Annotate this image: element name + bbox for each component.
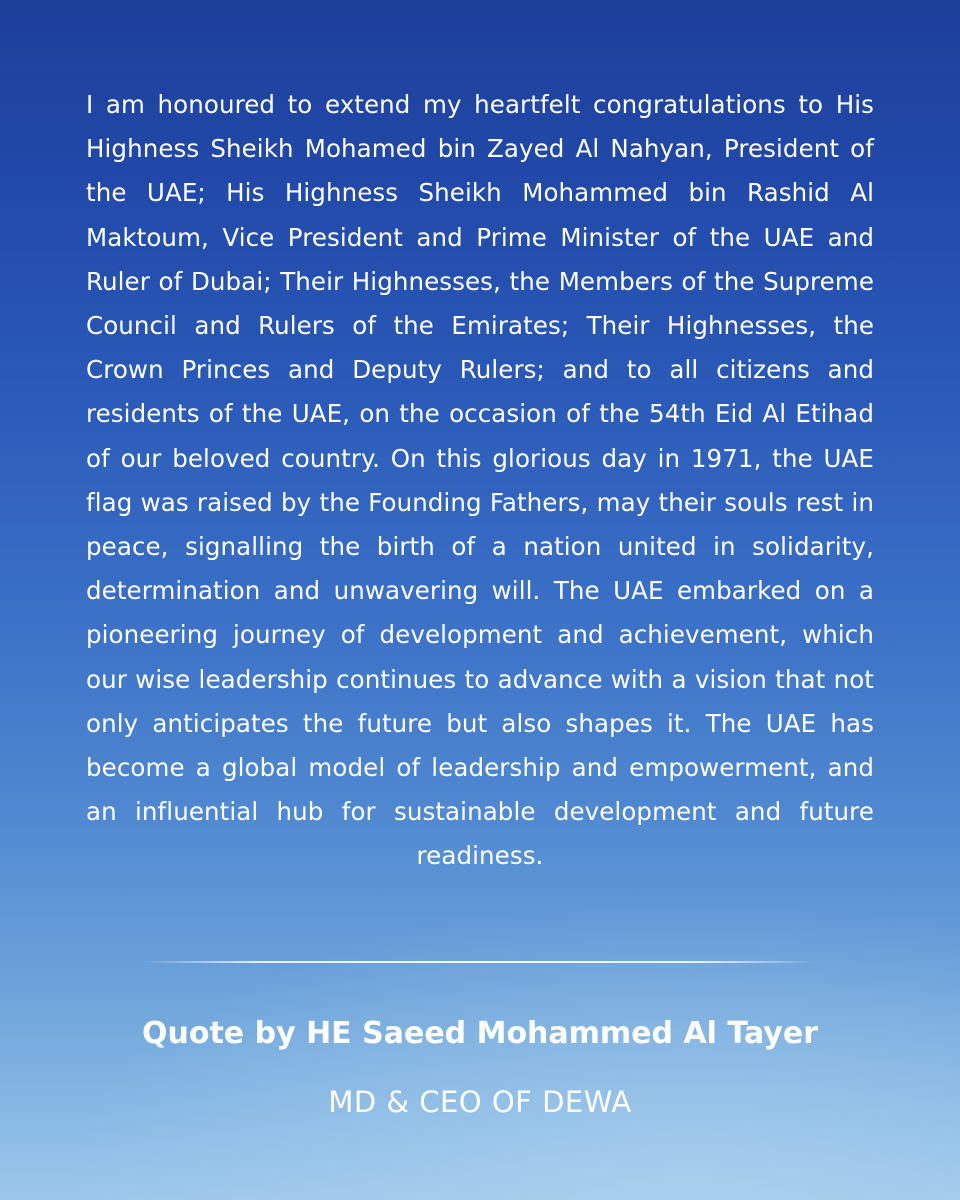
quote-body: I am honoured to extend my heartfelt congratulations to His Highness Sheikh Mohamed bin Zayed Al Nahyan, President of the UAE; His Highness Sheikh Mohammed bin Rashid Al Maktoum, Vice President and Prime Minister of the UAE and Ruler of Dubai; Their Highnesses, the Members of the Supreme Council and Rulers of the Emirates; Their Highnesses, the Crown Princes and Deputy Rulers; and to all citizens and residents of the UAE, on the occasion of the 54th Eid Al Etihad of our beloved country. On this glorious day in 1971, the UAE flag was raised by the Founding Fathers, may their souls rest in peace, signalling the birth of a nation united in solidarity, determination and unwavering will. The UAE embarked on a pioneering journey of development and achievement, which our wise leadership continues to advance with a vision that not only anticipates the future but also shapes it. The UAE has become a global model of leadership and empowerment, and an influential hub for sustainable development and future readiness. xyxy=(86,90,874,871)
speaker-role: MD & CEO OF DEWA xyxy=(328,1085,632,1119)
divider-line xyxy=(140,961,820,963)
quote-attribution: Quote by HE Saeed Mohammed Al Tayer xyxy=(142,1016,818,1051)
